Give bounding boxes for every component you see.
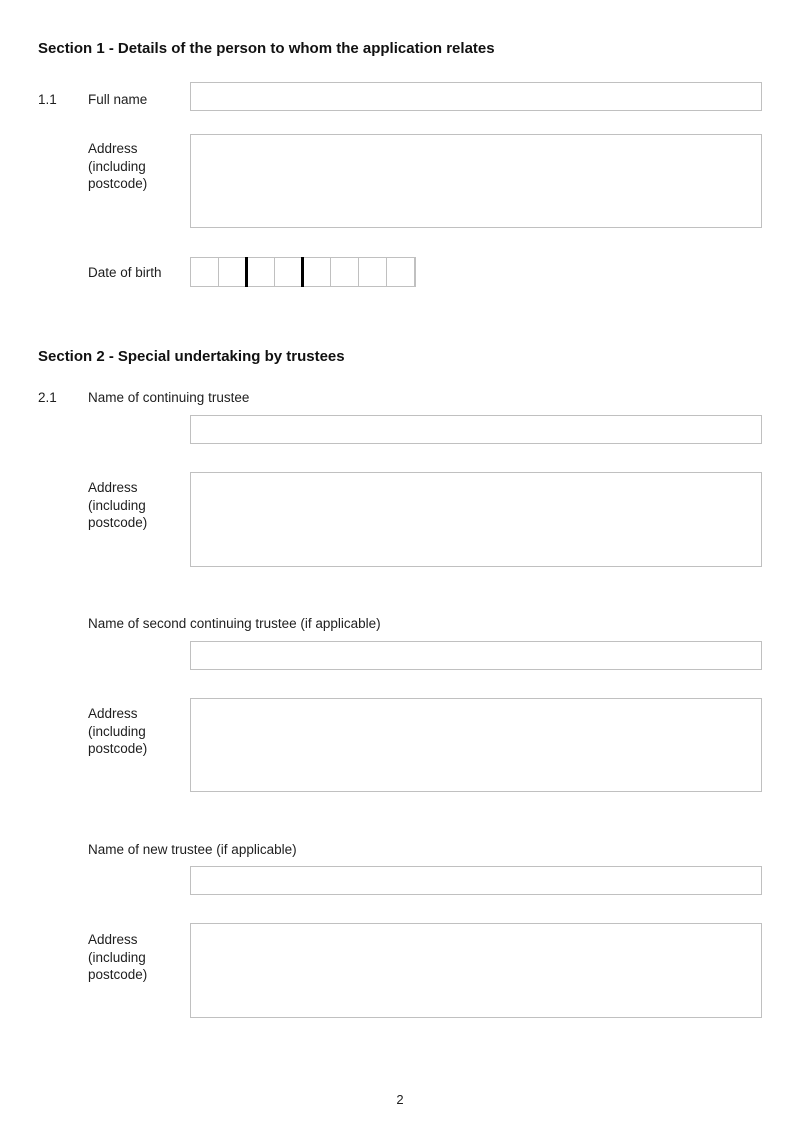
address4-textarea[interactable] <box>190 923 762 1018</box>
dob-cell-4[interactable] <box>275 258 303 286</box>
dob-label: Date of birth <box>88 265 162 280</box>
address3-label-line2: (including <box>88 723 146 739</box>
dob-cell-2[interactable] <box>219 258 247 286</box>
dob-cell-8[interactable] <box>387 258 415 286</box>
item-number-1-1: 1.1 <box>38 92 57 107</box>
dob-day-month-divider <box>245 257 248 287</box>
address2-label-line1: Address <box>88 480 138 495</box>
address2-label-line2: (including <box>88 497 146 513</box>
address4-label-line3: postcode) <box>88 967 148 982</box>
continuing-trustee-label: Name of continuing trustee <box>88 390 250 405</box>
page-number: 2 <box>396 1092 404 1107</box>
address1-label-line2: (including <box>88 158 146 174</box>
dob-cell-6[interactable] <box>331 258 359 286</box>
address2-textarea[interactable] <box>190 472 762 567</box>
address3-textarea[interactable] <box>190 698 762 792</box>
section1-heading-title: Details of the person to whom the application relates <box>117 40 495 57</box>
dob-row <box>190 257 416 287</box>
section1-heading-number: Section 1 - <box>38 40 114 57</box>
address1-label-line1: Address <box>88 141 138 156</box>
section2-heading-number: Section 2 - <box>38 348 114 365</box>
address1-textarea[interactable] <box>190 134 762 228</box>
second-trustee-input[interactable] <box>190 641 762 670</box>
new-trustee-input[interactable] <box>190 866 762 895</box>
section1-heading <box>38 40 495 57</box>
item-number-2-1: 2.1 <box>38 390 57 405</box>
address4-label <box>88 931 147 984</box>
second-trustee-label: Name of second continuing trustee (if applicable) <box>88 616 381 631</box>
dob-cell-5[interactable] <box>303 258 331 286</box>
address4-label-line1: Address <box>88 932 138 947</box>
dob-cell-7[interactable] <box>359 258 387 286</box>
dob-cell-3[interactable] <box>247 258 275 286</box>
full-name-input[interactable] <box>190 82 762 111</box>
address1-label <box>88 140 147 193</box>
section2-heading-title: Special undertaking by trustees <box>117 348 345 365</box>
address4-label-line2: (including <box>88 949 146 965</box>
full-name-label: Full name <box>88 92 148 107</box>
dob-cell-1[interactable] <box>191 258 219 286</box>
address2-label-line3: postcode) <box>88 515 148 530</box>
continuing-trustee-input[interactable] <box>190 415 762 444</box>
address1-label-line3: postcode) <box>88 176 148 191</box>
section2-heading <box>38 348 345 365</box>
address3-label <box>88 705 147 758</box>
dob-month-year-divider <box>301 257 304 287</box>
address2-label <box>88 479 147 532</box>
address3-label-line1: Address <box>88 706 138 721</box>
new-trustee-label: Name of new trustee (if applicable) <box>88 842 297 857</box>
address3-label-line3: postcode) <box>88 741 148 756</box>
